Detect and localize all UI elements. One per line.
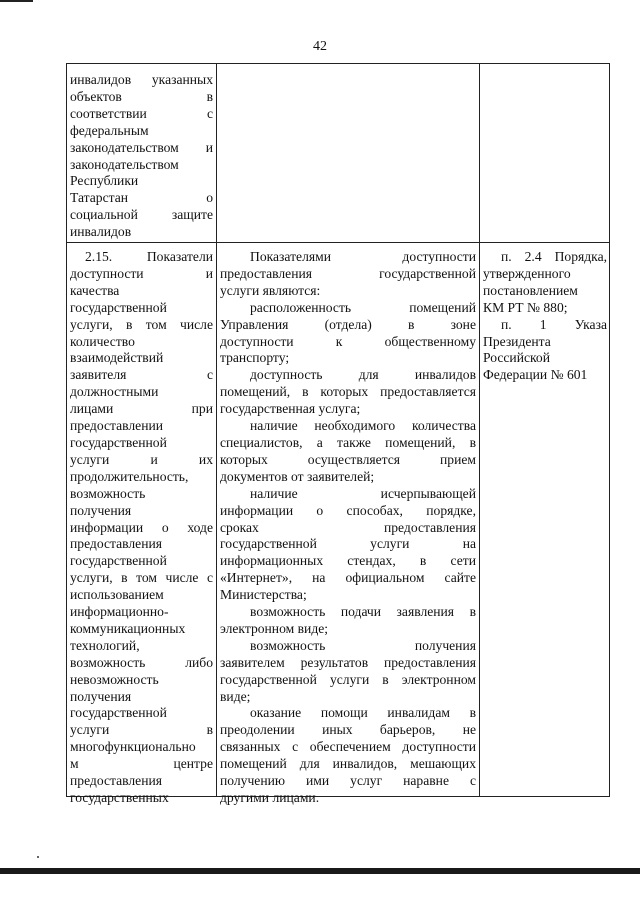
text-line: транспорту; <box>220 350 290 366</box>
text-line: услуги и их <box>70 451 213 467</box>
text-line: лицами при <box>70 401 213 417</box>
text-line: информационных стендах, в сети <box>220 553 476 569</box>
text-line: предоставлении <box>70 418 164 434</box>
text-line: 2.15. Показатели <box>85 249 213 264</box>
scan-edge-mark <box>0 0 33 2</box>
text-line: Федерации № 601 <box>483 367 588 383</box>
text-line: наличие исчерпывающей <box>250 485 476 501</box>
text-line: Российской <box>483 350 550 366</box>
text-line: доступности и <box>70 265 213 281</box>
text-line: Управления (отдела) в зоне <box>220 316 476 332</box>
text-line: Президента <box>483 333 551 349</box>
scan-bottom-edge <box>0 868 640 874</box>
text-line: возможность подачи заявления в <box>250 604 476 620</box>
text-line: документов от заявителей; <box>220 468 375 484</box>
row-divider <box>67 242 609 243</box>
text-line: получению ими услуг наравне с <box>220 773 476 789</box>
text-line: специалистов, а также помещений, в <box>220 434 476 450</box>
row2-col3-cell <box>483 249 607 384</box>
text-line: Показателями доступности <box>250 249 476 264</box>
page-number: 42 <box>313 39 327 54</box>
text-line: заявителя с <box>70 367 213 383</box>
text-line: сроках предоставления <box>220 519 476 535</box>
text-line: информации о ходе <box>70 519 213 535</box>
text-line: услуги, в том числе с <box>70 570 213 586</box>
text-line: предоставления <box>70 536 163 552</box>
text-line: получения <box>70 688 132 704</box>
text-line: п. 1 Указа <box>501 316 607 332</box>
text-line: государственной услуги в электронном <box>220 671 476 687</box>
text-line: КМ РТ № 880; <box>483 299 568 315</box>
text-line: возможность <box>70 485 146 501</box>
row1-col1-cell <box>70 72 213 241</box>
text-line: предоставления <box>70 773 163 789</box>
text-line: многофункционально <box>70 739 196 755</box>
text-line: возможность либо <box>70 654 213 670</box>
text-line: государственной <box>70 705 167 721</box>
text-line: технологий, <box>70 637 140 653</box>
text-line: м центре <box>70 756 213 772</box>
text-line: доступности к общественному <box>220 333 476 349</box>
text-line: количество <box>70 333 135 349</box>
text-line: законодательством и <box>70 139 213 155</box>
text-line: коммуникационных <box>70 620 186 636</box>
scan-speck <box>37 856 39 858</box>
text-line: использованием <box>70 587 164 603</box>
text-line: п. 2.4 Порядка, <box>501 249 607 264</box>
text-line: помещений, в которых предоставляется <box>220 384 476 400</box>
text-line: информации о способах, порядке, <box>220 502 476 518</box>
text-line: наличие необходимого количества <box>250 418 476 434</box>
text-line: услуги являются: <box>220 282 321 298</box>
text-line: взаимодействий <box>70 350 164 366</box>
text-line: электронном виде; <box>220 620 329 636</box>
text-line: государственной <box>70 299 167 315</box>
text-line: утвержденного <box>483 265 571 281</box>
text-line: которых осуществляется прием <box>220 451 476 467</box>
column-divider <box>216 64 217 796</box>
text-line: заявителем результатов предоставления <box>220 654 476 670</box>
text-line: качества <box>70 282 120 298</box>
text-line: возможность получения <box>250 637 476 653</box>
text-line: законодательством <box>70 156 179 172</box>
text-line: государственной <box>70 553 167 569</box>
text-line: связанных с обеспечением доступности <box>220 739 476 755</box>
requirements-table <box>66 63 610 805</box>
text-line: Министерства; <box>220 587 307 603</box>
row2-col1-cell <box>70 249 213 807</box>
text-line: Республики <box>70 173 139 189</box>
text-line: предоставления государственной <box>220 265 476 281</box>
text-line: должностными <box>70 384 159 400</box>
text-line: услуги в <box>70 722 213 738</box>
text-line: Татарстан о <box>70 190 213 206</box>
text-line: виде; <box>220 688 251 704</box>
text-line: услуги, в том числе <box>70 316 213 332</box>
text-line: государственной <box>70 434 167 450</box>
text-line: социальной защите <box>70 207 213 223</box>
text-line: постановлением <box>483 282 578 298</box>
text-line: преодолении иных барьеров, не <box>220 722 476 738</box>
text-line: государственных <box>70 790 169 805</box>
text-line: инвалидов указанных <box>70 72 213 87</box>
row2-col2-cell <box>220 249 476 807</box>
text-line: невозможность <box>70 671 159 687</box>
text-line: «Интернет», на официальном сайте <box>220 570 476 586</box>
text-line: другими лицами. <box>220 790 320 805</box>
text-line: государственная услуга; <box>220 401 361 417</box>
text-line: получения <box>70 502 132 518</box>
text-line: федеральным <box>70 122 149 138</box>
text-line: объектов в <box>70 88 213 104</box>
text-line: оказание помощи инвалидам в <box>250 705 476 721</box>
text-line: государственной услуги на <box>220 536 476 552</box>
text-line: инвалидов <box>70 224 132 240</box>
text-line: соответствии с <box>70 105 213 121</box>
text-line: продолжительность, <box>70 468 189 484</box>
column-divider <box>479 64 480 796</box>
text-line: информационно- <box>70 604 169 620</box>
text-line: помещений для инвалидов, мешающих <box>220 756 476 772</box>
text-line: расположенность помещений <box>250 299 476 315</box>
text-line: доступность для инвалидов <box>250 367 476 383</box>
